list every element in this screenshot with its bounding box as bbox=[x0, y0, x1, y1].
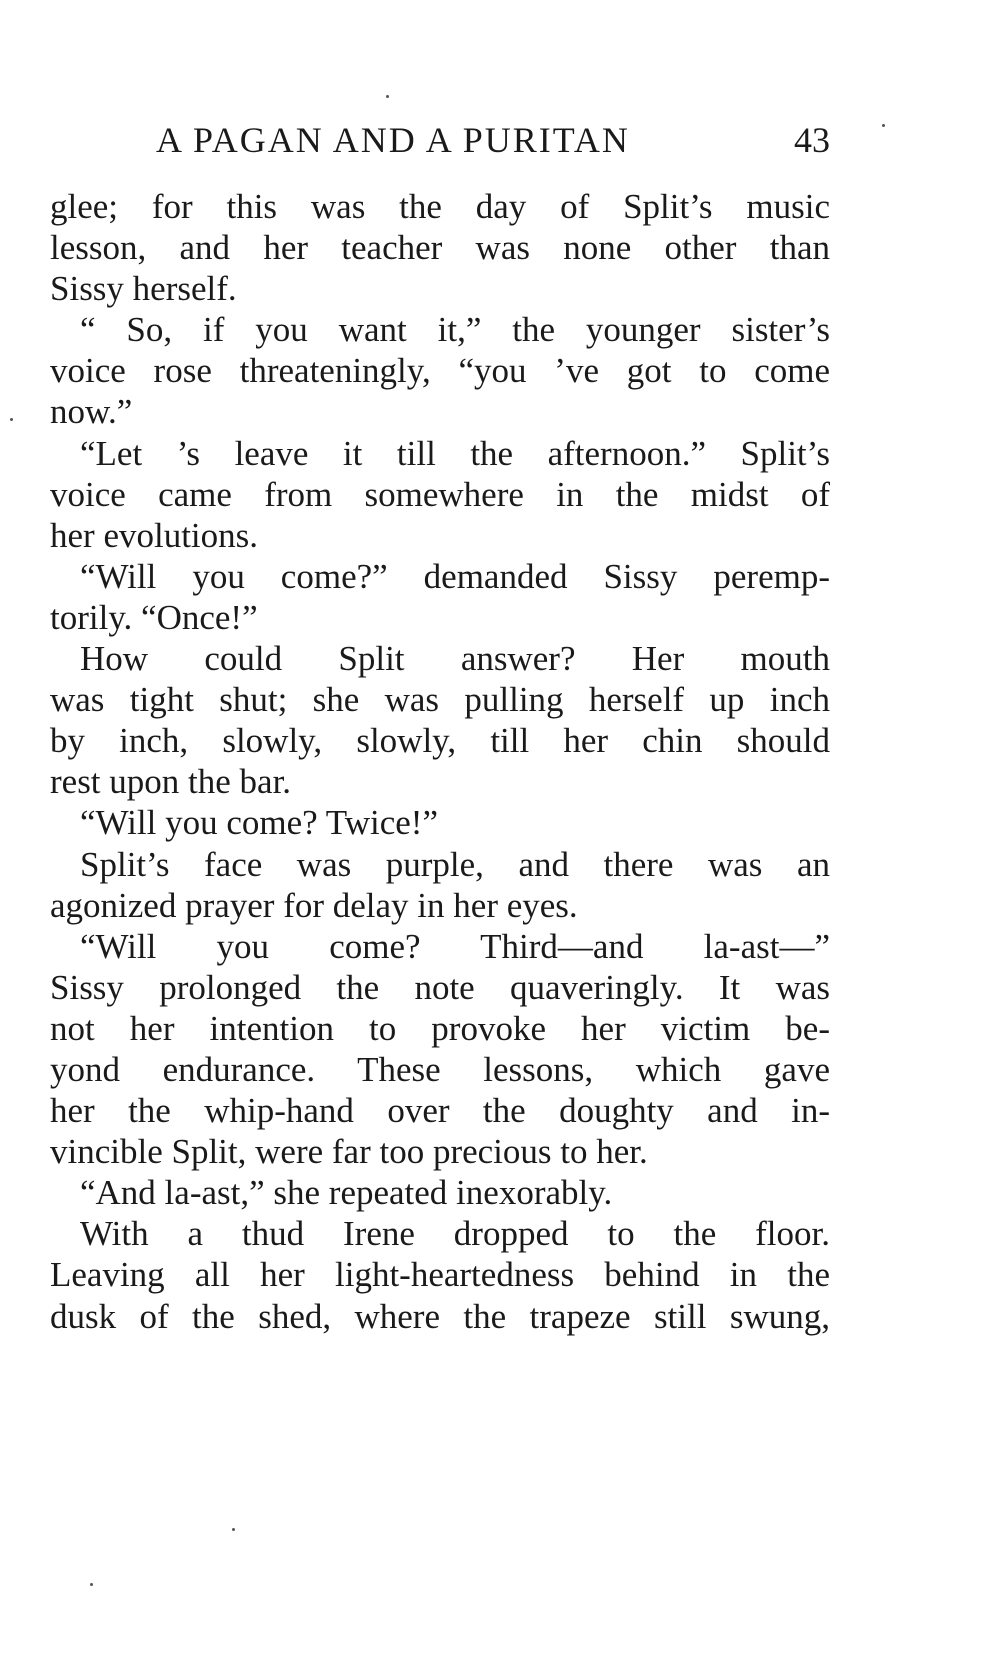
scan-speck bbox=[10, 418, 13, 421]
text-line: “Will you come? Third—and la-ast—” bbox=[80, 926, 830, 966]
text-line: not her intention to provoke her victim be- bbox=[50, 1008, 830, 1048]
text-line: voice came from somewhere in the midst of bbox=[50, 474, 830, 514]
text-line: her evolutions. bbox=[50, 515, 259, 555]
text-line: was tight shut; she was pulling herself up inch bbox=[50, 680, 830, 720]
text-line: “Let ’s leave it till the afternoon.” Split’s bbox=[80, 433, 830, 473]
page-number: 43 bbox=[794, 120, 830, 160]
text-line: Sissy herself. bbox=[50, 269, 237, 309]
running-head bbox=[50, 118, 830, 162]
text-line: “Will you come? Twice!” bbox=[80, 803, 438, 843]
text-line: rest upon the bar. bbox=[50, 762, 292, 802]
text-line: “Will you come?” demanded Sissy peremp- bbox=[80, 556, 830, 596]
text-line: Split’s face was purple, and there was an bbox=[80, 844, 830, 884]
running-head-title: A PAGAN AND A PURITAN bbox=[156, 120, 630, 160]
text-line: torily. “Once!” bbox=[50, 597, 258, 637]
text-line: With a thud Irene dropped to the floor. bbox=[80, 1214, 830, 1254]
text-line: Leaving all her light-heartedness behind in the bbox=[50, 1255, 830, 1295]
text-line: now.” bbox=[50, 392, 133, 432]
scan-speck bbox=[882, 124, 885, 127]
scan-speck bbox=[386, 95, 389, 98]
text-line: “ So, if you want it,” the younger sister’s bbox=[80, 310, 830, 350]
text-line: her the whip-hand over the doughty and in- bbox=[50, 1091, 830, 1131]
text-line: Sissy prolonged the note quaveringly. It was bbox=[50, 967, 830, 1007]
text-line: glee; for this was the day of Split’s music bbox=[50, 187, 830, 226]
text-line: by inch, slowly, slowly, till her chin should bbox=[50, 721, 830, 761]
text-line: agonized prayer for delay in her eyes. bbox=[50, 885, 578, 925]
text-line: “And la-ast,” she repeated inexorably. bbox=[80, 1173, 613, 1213]
text-line: yond endurance. These lessons, which gave bbox=[50, 1049, 830, 1089]
text-line: voice rose threateningly, “you ’ve got to come bbox=[50, 351, 830, 391]
text-line: lesson, and her teacher was none other than bbox=[50, 228, 830, 268]
text-line: dusk of the shed, where the trapeze still swung, bbox=[50, 1296, 830, 1336]
scan-speck bbox=[90, 1583, 93, 1586]
text-line: How could Split answer? Her mouth bbox=[80, 639, 830, 679]
scan-speck bbox=[232, 1528, 235, 1531]
text-line: vincible Split, were far too precious to her. bbox=[50, 1132, 648, 1172]
body-text bbox=[50, 186, 830, 1337]
